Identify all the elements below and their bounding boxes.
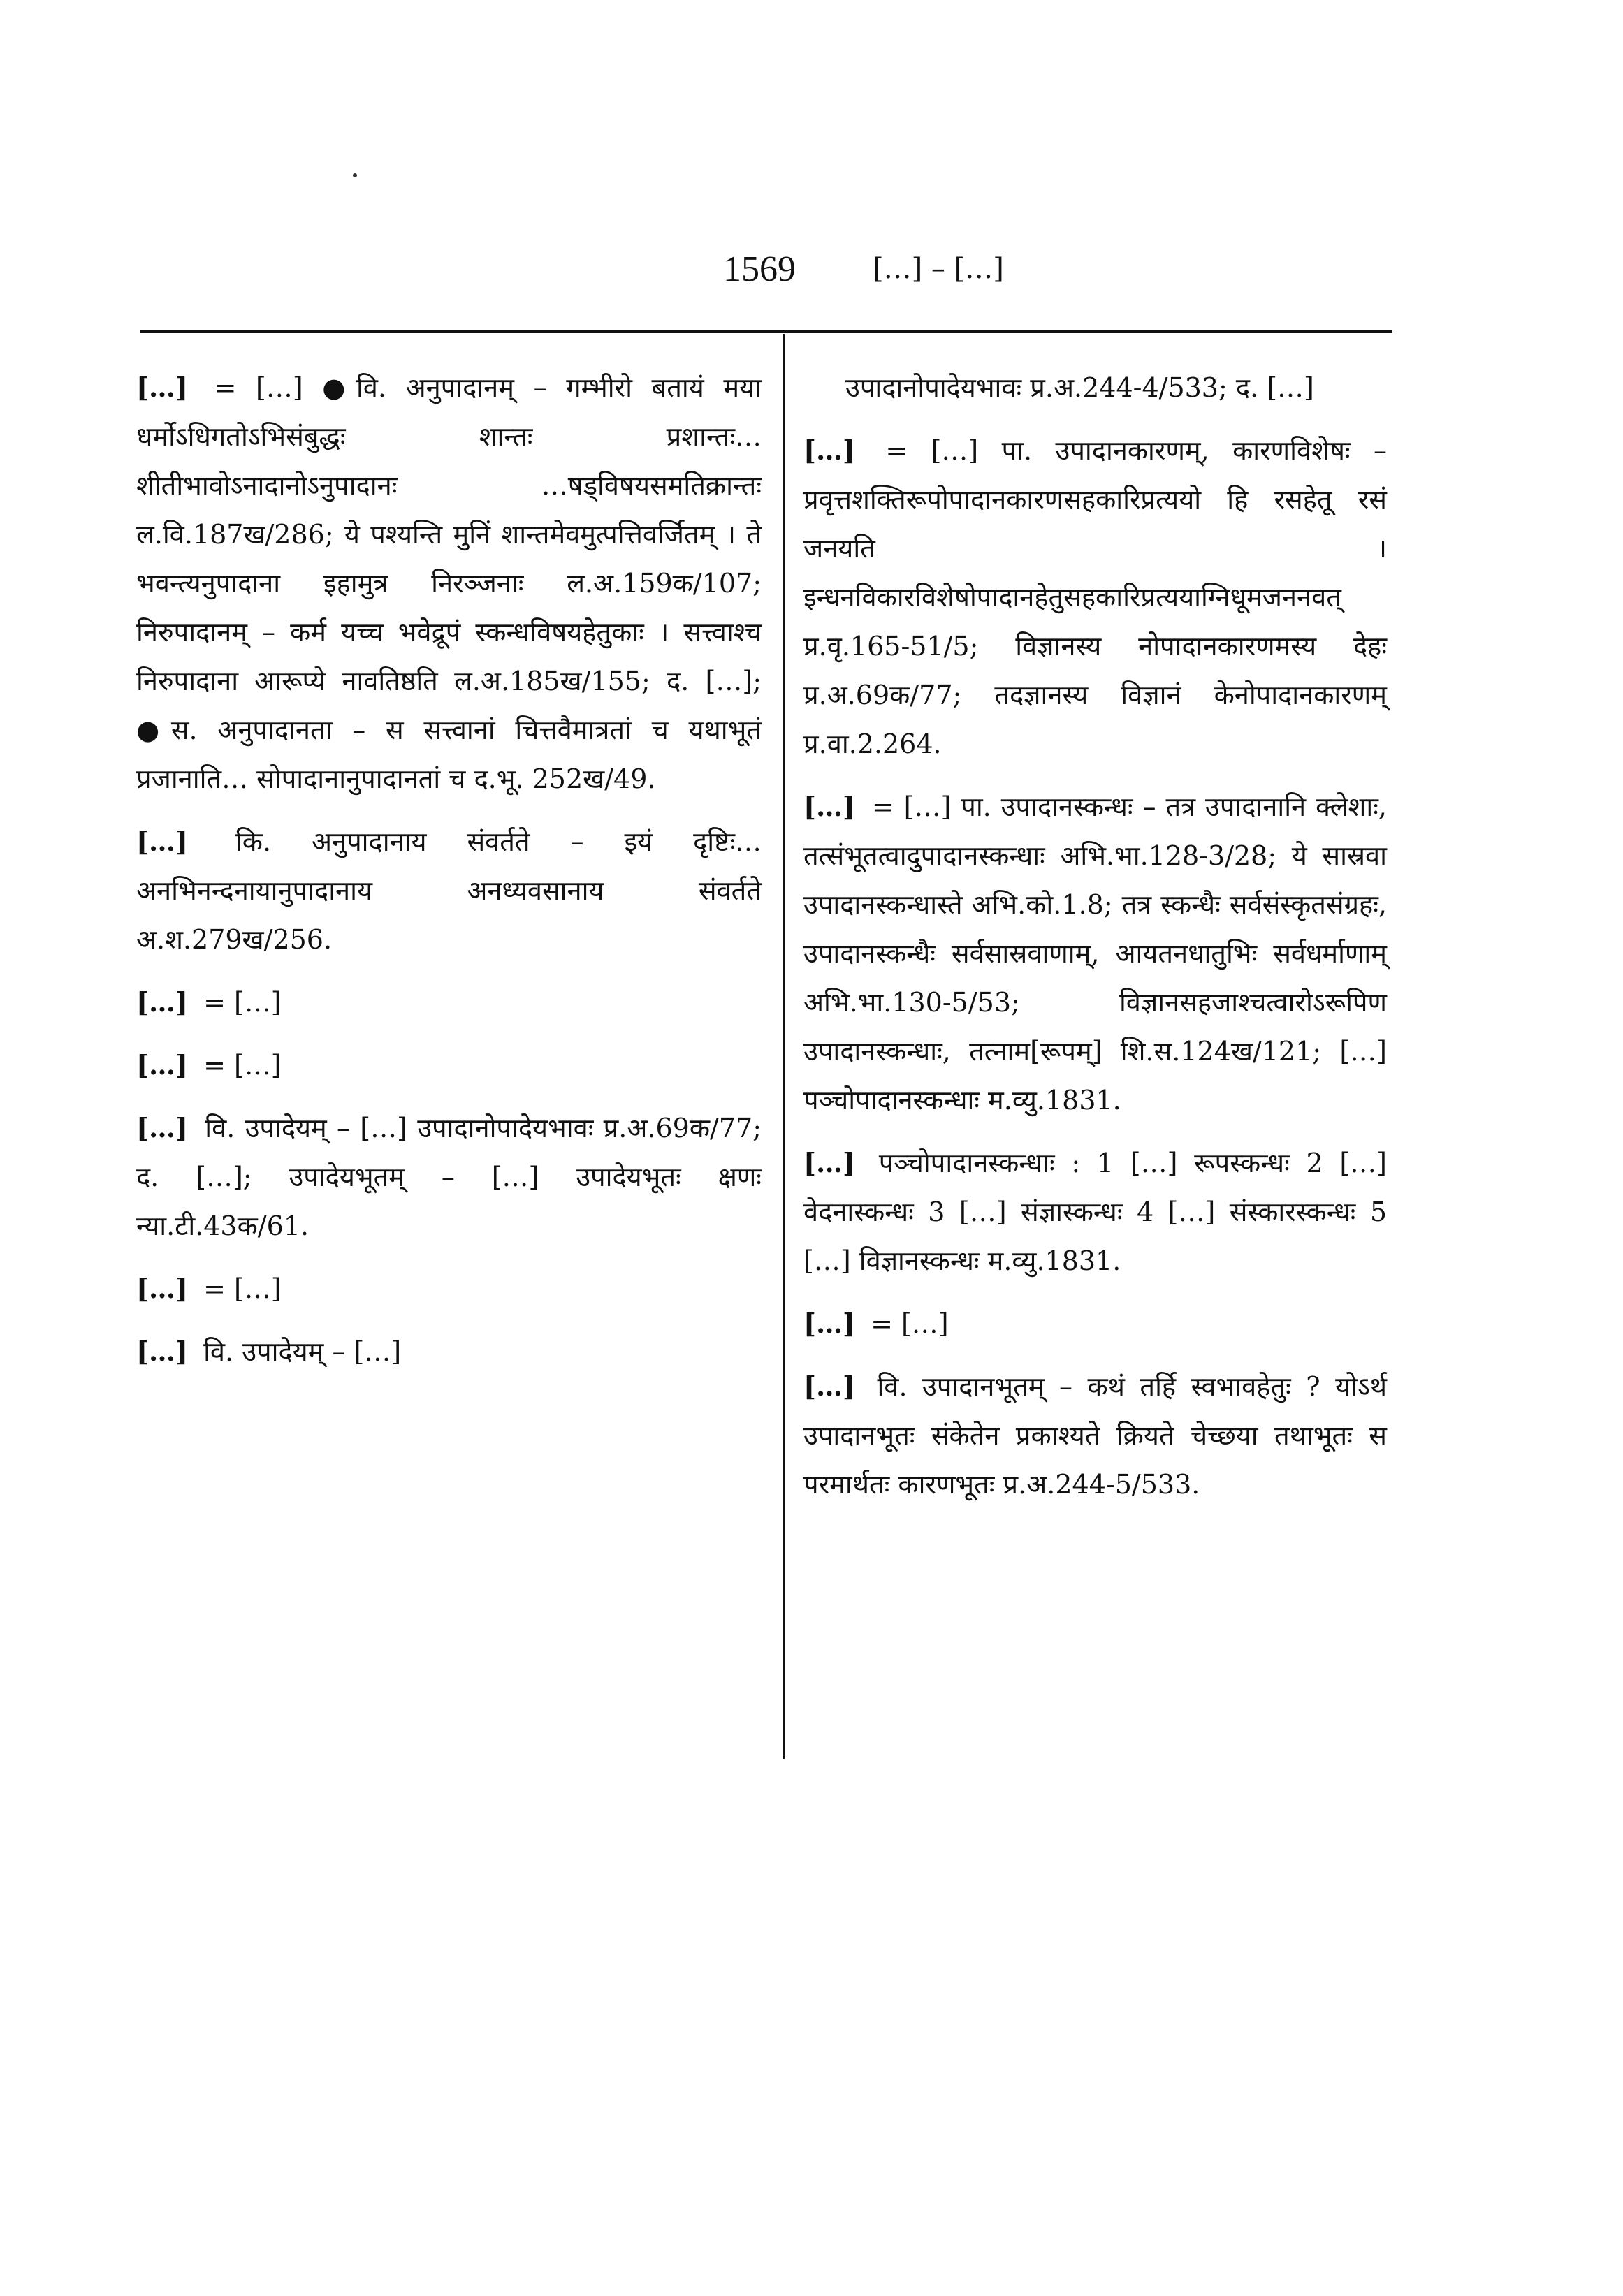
dictionary-entry: [803, 1139, 1387, 1285]
entry-headword: […]: [136, 986, 188, 1018]
entry-headword: […]: [136, 1273, 188, 1304]
entry-headword: […]: [803, 791, 855, 822]
left-column: [136, 363, 762, 1390]
entry-headword: […]: [136, 1049, 188, 1081]
dictionary-entry: [136, 1264, 762, 1313]
stray-mark: [353, 173, 357, 177]
dictionary-entry: [136, 1041, 762, 1090]
entry-text: वि. उपादानभूतम् – कथं तर्हि स्वभावहेतुः ? योऽर्थ उपादानभूतः संकेतेन प्रकाश्यते क्रियते चेच्छया तथाभूतः स परमार्थतः कारणभूतः प्र.अ.244-5/533.: [803, 1371, 1387, 1500]
entry-text: कि. अनुपादानाय संवर्तते – इयं दृष्टिः… अनभिनन्दनायानुपादानाय अनध्यवसानाय संवर्तते अ.श.279ख/256.: [136, 826, 762, 955]
entry-text: वि. उपादेयम् – […]: [203, 1336, 402, 1367]
entry-headword: […]: [136, 372, 188, 403]
dictionary-entry: [803, 782, 1387, 1125]
dictionary-entry: [803, 426, 1387, 768]
entry-text: = […]: [871, 1308, 949, 1339]
column-divider: [783, 334, 785, 1759]
entry-text: पञ्चोपादानस्कन्धाः : 1 […] रूपस्कन्धः 2 […] वेदनास्कन्धः 3 […] संज्ञास्कन्धः 4 […] संस्कारस्कन्धः 5 […] विज्ञानस्कन्धः म.व्यु.1831.: [803, 1148, 1387, 1276]
entry-text: = […] पा. उपादानकारणम्, कारणविशेषः – प्रवृत्तशक्तिरूपोपादानकारणसहकारिप्रत्ययो हि रसहेतू रसं जनयति । इन्धनविकारविशेषोपादानहेतुसहकारिप्रत्ययाग्निधूमजननवत् प्र.वृ.165-51/5; विज्ञानस्य नोपादानकारणमस्य देहः प्र.अ.69क/77; तदज्ञानस्य विज्ञानं केनोपादानकारणम् प्र.वा.2.264.: [803, 435, 1387, 759]
dictionary-entry: [136, 363, 762, 803]
dictionary-entry: [803, 1362, 1387, 1509]
entry-headword: […]: [136, 1336, 188, 1367]
header-rule: [140, 330, 1392, 333]
entry-text: = […] ●वि. अनुपादानम् – गम्भीरो बतायं मया धर्मोऽधिगतोऽभिसंबुद्धः शान्तः प्रशान्तः…शीतीभावोऽनादानोऽनुपादानः …षड्विषयसमतिक्रान्तः ल.वि.187ख/286; ये पश्यन्ति मुनिं शान्तमेवमुत्पत्तिवर्जितम् । ते भवन्त्यनुपादाना इहामुत्र निरञ्जनाः ल.अ.159क/107; निरुपादानम् – कर्म यच्च भवेद्रूपं स्कन्धविषयहेतुकाः । सत्त्वाश्च निरुपादाना आरूप्ये नावतिष्ठति ल.अ.185ख/155; द. […]; ●स. अनुपादानता – स सत्त्वानां चित्तवैमात्रतां च यथाभूतं प्रजानाति… सोपादानानुपादानतां च द.भू. 252ख/49.: [136, 372, 762, 794]
entry-text: = […]: [203, 1050, 282, 1081]
entry-text: = […] पा. उपादानस्कन्धः – तत्र उपादानानि क्लेशाः, तत्संभूतत्वादुपादानस्कन्धाः अभि.भा.128-3/28; ये सास्रवा उपादानस्कन्धास्ते अभि.को.1.8; तत्र स्कन्धैः सर्वसंस्कृतसंग्रहः, उपादानस्कन्धैः सर्वसास्रवाणाम्, आयतनधातुभिः सर्वधर्माणाम् अभि.भा.130-5/53; विज्ञानसहजाश्चत्वारोऽरूपिण उपादानस्कन्धाः, तत्नाम[रूपम्] शि.स.124ख/121; […] पञ्चोपादानस्कन्धाः म.व्यु.1831.: [803, 791, 1387, 1116]
entry-text: = […]: [203, 987, 282, 1018]
right-column: [803, 363, 1387, 1523]
dictionary-entry: [136, 1327, 762, 1376]
dictionary-entry: [136, 1104, 762, 1250]
entry-headword: […]: [136, 1112, 188, 1143]
entry-headword: […]: [136, 826, 188, 857]
entry-text: वि. उपादेयम् – […] उपादानोपादेयभावः प्र.अ.69क/77; द. […]; उपादेयभूतम् – […] उपादेयभूतः क्षणः न्या.टी.43क/61.: [136, 1113, 762, 1241]
entry-headword: […]: [803, 1147, 855, 1178]
entry-headword: […]: [803, 434, 855, 466]
dictionary-entry: [136, 978, 762, 1027]
entry-text: = […]: [203, 1273, 282, 1304]
page-header: [723, 241, 1371, 297]
entry-headword: […]: [803, 1308, 855, 1339]
running-head: […] – […]: [873, 253, 1004, 285]
entry-headword: […]: [803, 1370, 855, 1402]
entry-continuation: उपादानोपादेयभावः प्र.अ.244-4/533; द. […]: [845, 372, 1314, 403]
dictionary-entry: [803, 1299, 1387, 1348]
dictionary-entry: [136, 817, 762, 964]
page-number: 1569: [723, 249, 796, 289]
